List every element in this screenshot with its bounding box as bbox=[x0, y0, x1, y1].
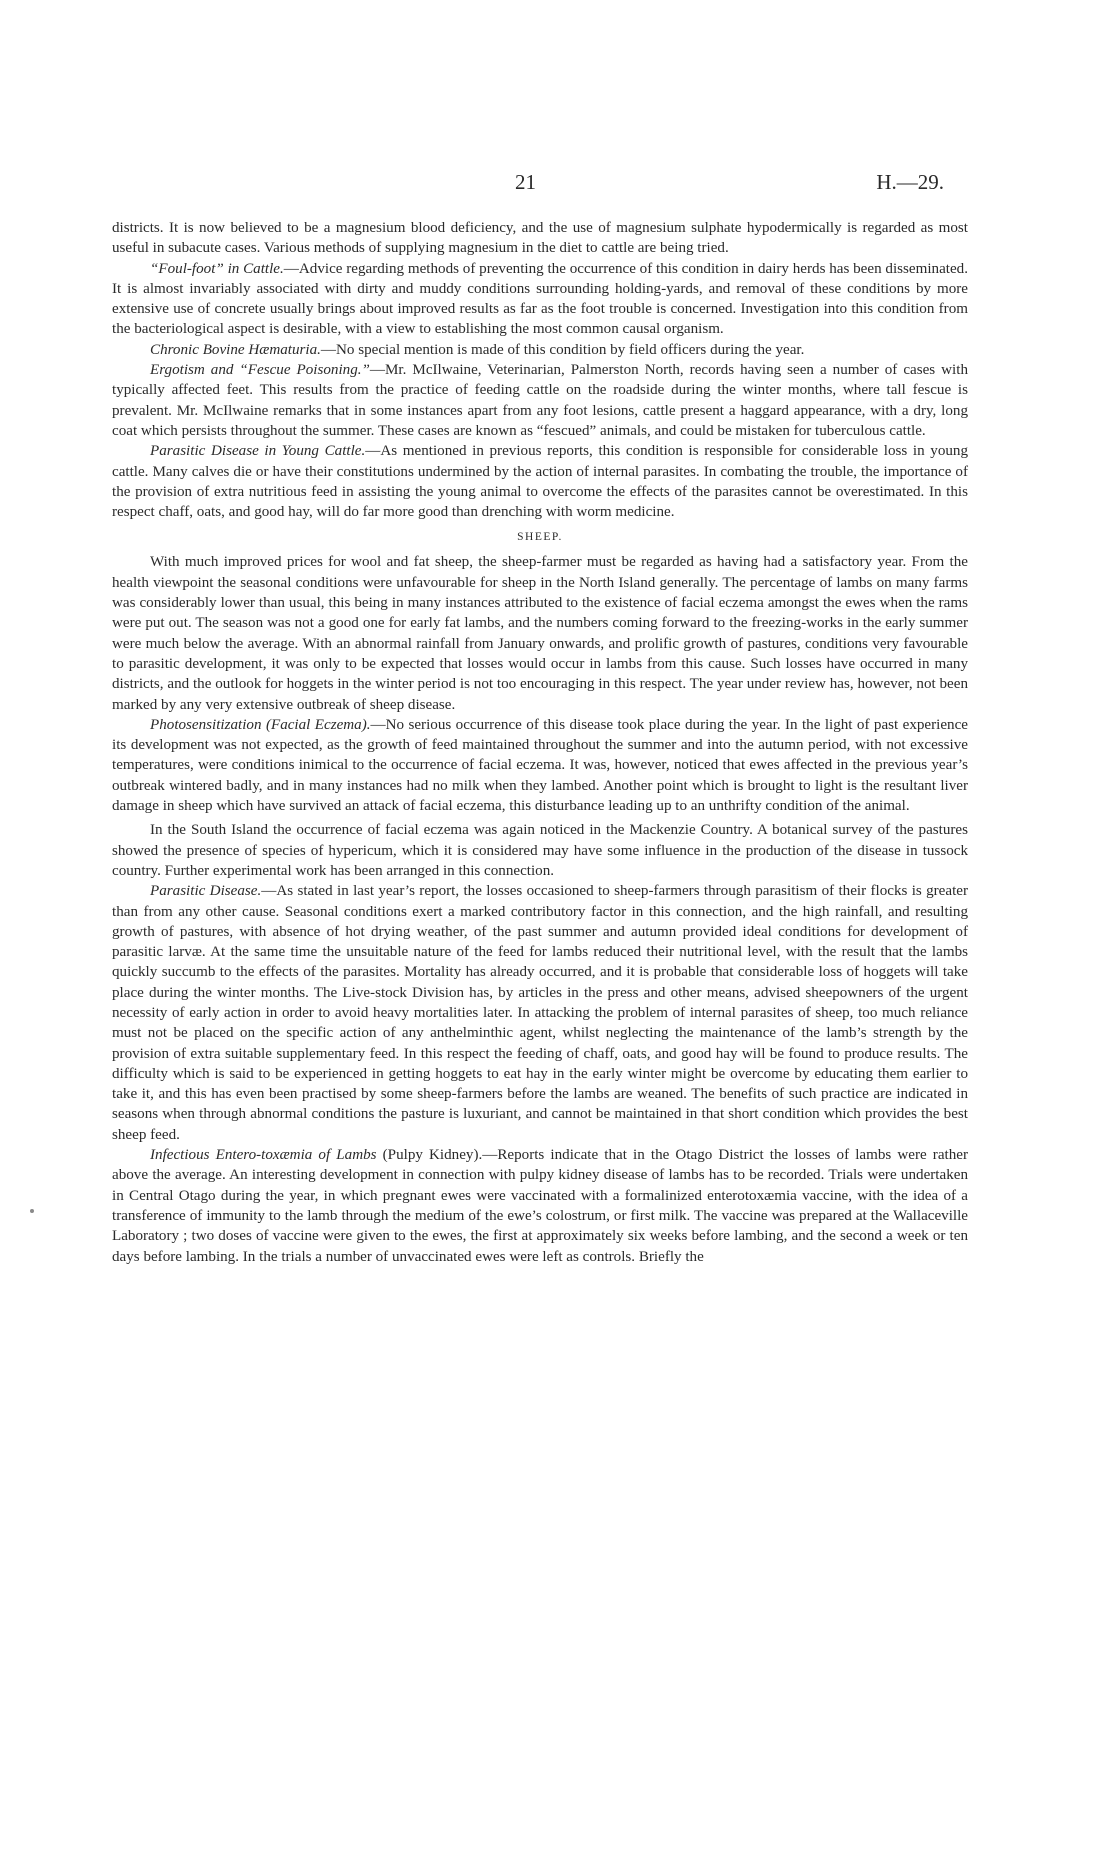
paragraph-parasitic-cattle bbox=[112, 441, 968, 522]
body-text bbox=[112, 218, 968, 1267]
paragraph-magnesium-continuation bbox=[112, 218, 968, 259]
paragraph-text: —No special mention is made of this condition by field officers during the year. bbox=[320, 341, 805, 358]
paragraph-parasitic-sheep bbox=[112, 881, 968, 1145]
paragraph-lead: Chronic Bovine Hæmaturia. bbox=[150, 341, 321, 358]
paragraph-ergotism bbox=[112, 360, 968, 441]
paragraph-lead: Infectious Entero-toxæmia of Lambs bbox=[150, 1147, 377, 1164]
paragraph-entero-toxaemia bbox=[112, 1145, 968, 1267]
paragraph-text: —As stated in last year’s report, the losses occasioned to sheep-farmers through parasitism of their flocks is greater than from any other cause. Seasonal conditions exert a marked contributory factor in this connection, and the high rainfall, and resulting growth of pastures, with absence of hot drying weather, of the past summer and autumn provided ideal conditions for development of parasitic larvæ. At the same time the unsuitable nature of the feed for lambs reduced their nutritional level, with the result that the lambs quickly succumb to the effects of the parasites. Mortality has already occurred, and it is probable that considerable loss of hoggets will take place during the winter months. The Live-stock Division has, by articles in the press and other means, advised sheepowners of the urgent necessity of early action in order to avoid heavy mortalities later. In attacking the problem of internal parasites of sheep, too much reliance must not be placed on the specific action of any anthelminthic agent, whilst neglecting the maintenance of the lamb’s strength by the provision of extra suitable supplementary feed. In this respect the feeding of chaff, oats, and good hay will be found to produce results. The difficulty which is said to be experienced in getting hoggets to eat hay in the early winter might be overcome by educating them earlier to take it, and this has even been practised by some sheep-farmers before the lambs are weaned. The benefits of such practice are indicated in seasons when through abnormal conditions the pasture is luxuriant, and cannot be maintained in that short condition which provides the best sheep feed. bbox=[112, 883, 968, 1143]
document-reference: H.—29. bbox=[876, 170, 944, 194]
paragraph-sheep-overview bbox=[112, 552, 968, 714]
paragraph-lead: “Foul-foot” in Cattle. bbox=[150, 260, 284, 277]
paragraph-foul-foot bbox=[112, 259, 968, 340]
paragraph-text: —Advice regarding methods of preventing the occurrence of this condition in dairy herds has been disseminated. It is almost invariably associated with dirty and muddy conditions surrounding holding-yards, and removal of these conditions by more extensive use of concrete usually brings about improved results as far as the foot trouble is concerned. Investigation into this condition from the bacteriological aspect is desirable, with a view to establishing the most common causal organism. bbox=[112, 260, 968, 338]
paragraph-text: In the South Island the occurrence of facial eczema was again noticed in the Mackenzie Country. A botanical survey of the pastures showed the presence of species of hypericum, which it is considered may have some influence in the production of the disease in tussock country. Further experimental work has been arranged in this connection. bbox=[112, 822, 968, 879]
paragraph-lead: Photosensitization (Facial Eczema). bbox=[150, 716, 371, 733]
paragraph-text: —As mentioned in previous reports, this condition is responsible for considerable loss in young cattle. Many calves die or have their constitutions undermined by the action of internal parasites. In combating the trouble, the importance of the provision of extra nutritious feed in assisting the young animal to overcome the effects of the parasites cannot be overestimated. In this respect chaff, oats, and good hay, will do far more good than drenching with worm medicine. bbox=[112, 443, 969, 521]
paragraph-bovine-haematuria bbox=[112, 340, 968, 360]
page-number: 21 bbox=[515, 170, 536, 194]
paragraph-text: districts. It is now believed to be a magnesium blood deficiency, and the use of magnesium sulphate hypodermically is regarded as most useful in subacute cases. Various methods of supplying magnesium in the diet to cattle are being tried. bbox=[112, 220, 968, 257]
paragraph-text: With much improved prices for wool and fat sheep, the sheep-farmer must be regarded as having had a satisfactory year. From the health viewpoint the seasonal conditions were unfavourable for sheep in the North Island generally. The percentage of lambs on many farms was considerably lower than usual, this being in many instances attributed to the existence of facial eczema amongst the ewes when the rams were put out. The season was not a good one for early fat lambs, and the numbers coming forward to the freezing-works in the early summer were much below the average. With an abnormal rainfall from January onwards, and prolific growth of pastures, conditions very favourable to parasitic development, it was only to be expected that losses would occur in lambs from this cause. Such losses have occurred in many districts, and the outlook for hoggets in the winter period is not too encouraging in this respect. The year under review has, however, not been marked by any very extensive outbreak of sheep disease. bbox=[112, 554, 968, 713]
paragraph-lead: Parasitic Disease. bbox=[150, 883, 262, 900]
paragraph-text: —Mr. McIlwaine, Veterinarian, Palmerston North, records having seen a number of cases with typically affected feet. This results from the practice of feeding cattle on the roadside during the winter months, where tall fescue is prevalent. Mr. McIlwaine remarks that in some instances apart from any foot lesions, cattle present a haggard appearance, with a dry, long coat which persists throughout the summer. These cases are known as “fescued” animals, and could be mistaken for tuberculous cattle. bbox=[112, 362, 968, 439]
paragraph-text: —No serious occurrence of this disease took place during the year. In the light of past experience its development was not expected, as the growth of feed maintained throughout the summer and into the autumn period, with not excessive temperatures, were conditions inimical to the occurrence of facial eczema. It was, however, noticed that ewes affected in the previous year’s outbreak wintered badly, and in many instances had no milk when they lambed. Another point which is brought to light is the resultant liver damage in sheep which have survived an attack of facial eczema, this disturbance leading up to an unthrifty condition of the animal. bbox=[112, 716, 968, 815]
paragraph-south-island bbox=[112, 820, 968, 881]
section-heading-sheep: SHEEP. bbox=[517, 531, 563, 544]
paragraph-photosensitization bbox=[112, 715, 968, 816]
paragraph-lead: Parasitic Disease in Young Cattle. bbox=[150, 443, 366, 460]
paragraph-lead: Ergotism and “Fescue Poisoning.” bbox=[150, 362, 370, 379]
page-header bbox=[0, 170, 1114, 200]
paragraph-text: (Pulpy Kidney).—Reports indicate that in the Otago District the losses of lambs were rather above the average. An interesting development in connection with pulpy kidney disease of lambs has to be recorded. Trials were undertaken in Central Otago during the year, in which pregnant ewes were vaccinated with a formalinized enterotoxæmia vaccine, with the idea of a transference of immunity to the lamb through the medium of the ewe’s colostrum, or first milk. The vaccine was prepared at the Wallaceville Laboratory ; two doses of vaccine were given to the ewes, the first at approximately six weeks before lambing, and the second a week or ten days before lambing. In the trials a number of unvaccinated ewes were left as controls. Briefly the bbox=[112, 1147, 968, 1265]
margin-dot bbox=[30, 1209, 34, 1213]
